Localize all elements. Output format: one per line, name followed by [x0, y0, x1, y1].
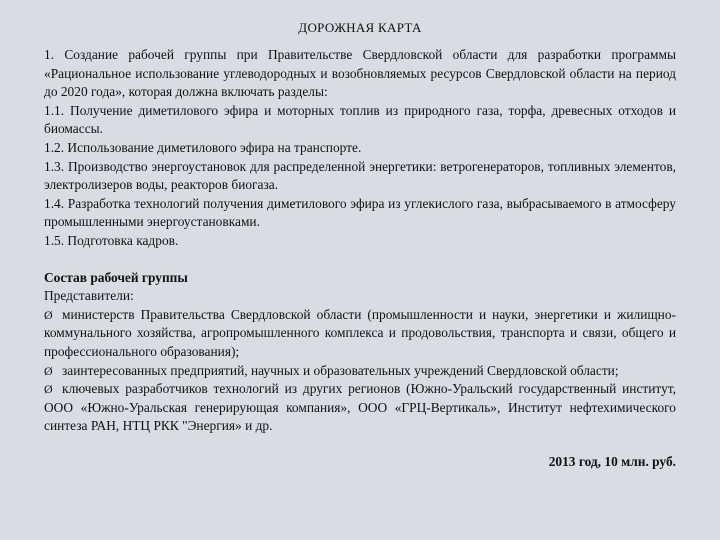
bullet-item-ministries [44, 306, 676, 362]
roadmap-item-1-4: 1.4. Разработка технологий получения диметилового эфира из углекислого газа, выбрасываемого в атмосферу промышленными энергоустановками. [44, 195, 676, 230]
arrow-bullet-icon: Ø [44, 307, 53, 322]
roadmap-item-1-1: 1.1. Получение диметилового эфира и моторных топлив из природного газа, торфа, древесных отходов и биомассы. [44, 102, 676, 137]
bullet-text: ключевых разработчиков технологий из других регионов (Южно-Уральский государственный институт, ООО «Южно-Уральская генерирующая компания», ООО «ГРЦ-Вертикаль», Институт нефтехимического синтеза РАН, НТЦ РКК "Энергия» и др. [44, 381, 676, 434]
section-gap [44, 251, 676, 269]
bullet-item-developers [44, 380, 676, 436]
roadmap-item-1: 1. Создание рабочей группы при Правительстве Свердловской области для разработки программы «Рациональное использование углеводородных и возобновляемых ресурсов Свердловской области на период до 2020 года», которая должна включать разделы: [44, 47, 676, 100]
page-title: ДОРОЖНАЯ КАРТА [298, 20, 422, 35]
bullet-text: заинтересованных предприятий, научных и образовательных учреждений Свердловской области; [62, 362, 619, 378]
bullet-text: министерств Правительства Свердловской области (промышленности и науки, энергетики и жилищно-коммунального хозяйства, агропромышленного комплекса и продовольствия, транспорта и связи, общего и профессионального образования); [44, 306, 676, 359]
budget-footer: 2013 год, 10 млн. руб. [548, 453, 676, 469]
arrow-bullet-icon: Ø [44, 363, 53, 378]
roadmap-item-1-5: 1.5. Подготовка кадров. [44, 232, 179, 248]
arrow-bullet-icon: Ø [44, 382, 53, 397]
roadmap-item-1-2: 1.2. Использование диметилового эфира на транспорте. [44, 139, 362, 155]
group-heading: Состав рабочей группы [44, 269, 188, 285]
bullet-item-enterprises [44, 362, 676, 381]
representatives-label: Представители: [44, 288, 134, 304]
roadmap-item-1-3: 1.3. Производство энергоустановок для распределенной энергетики: ветрогенераторов, топливных элементов, электролизеров воды, реакторов биогаза. [44, 158, 676, 193]
